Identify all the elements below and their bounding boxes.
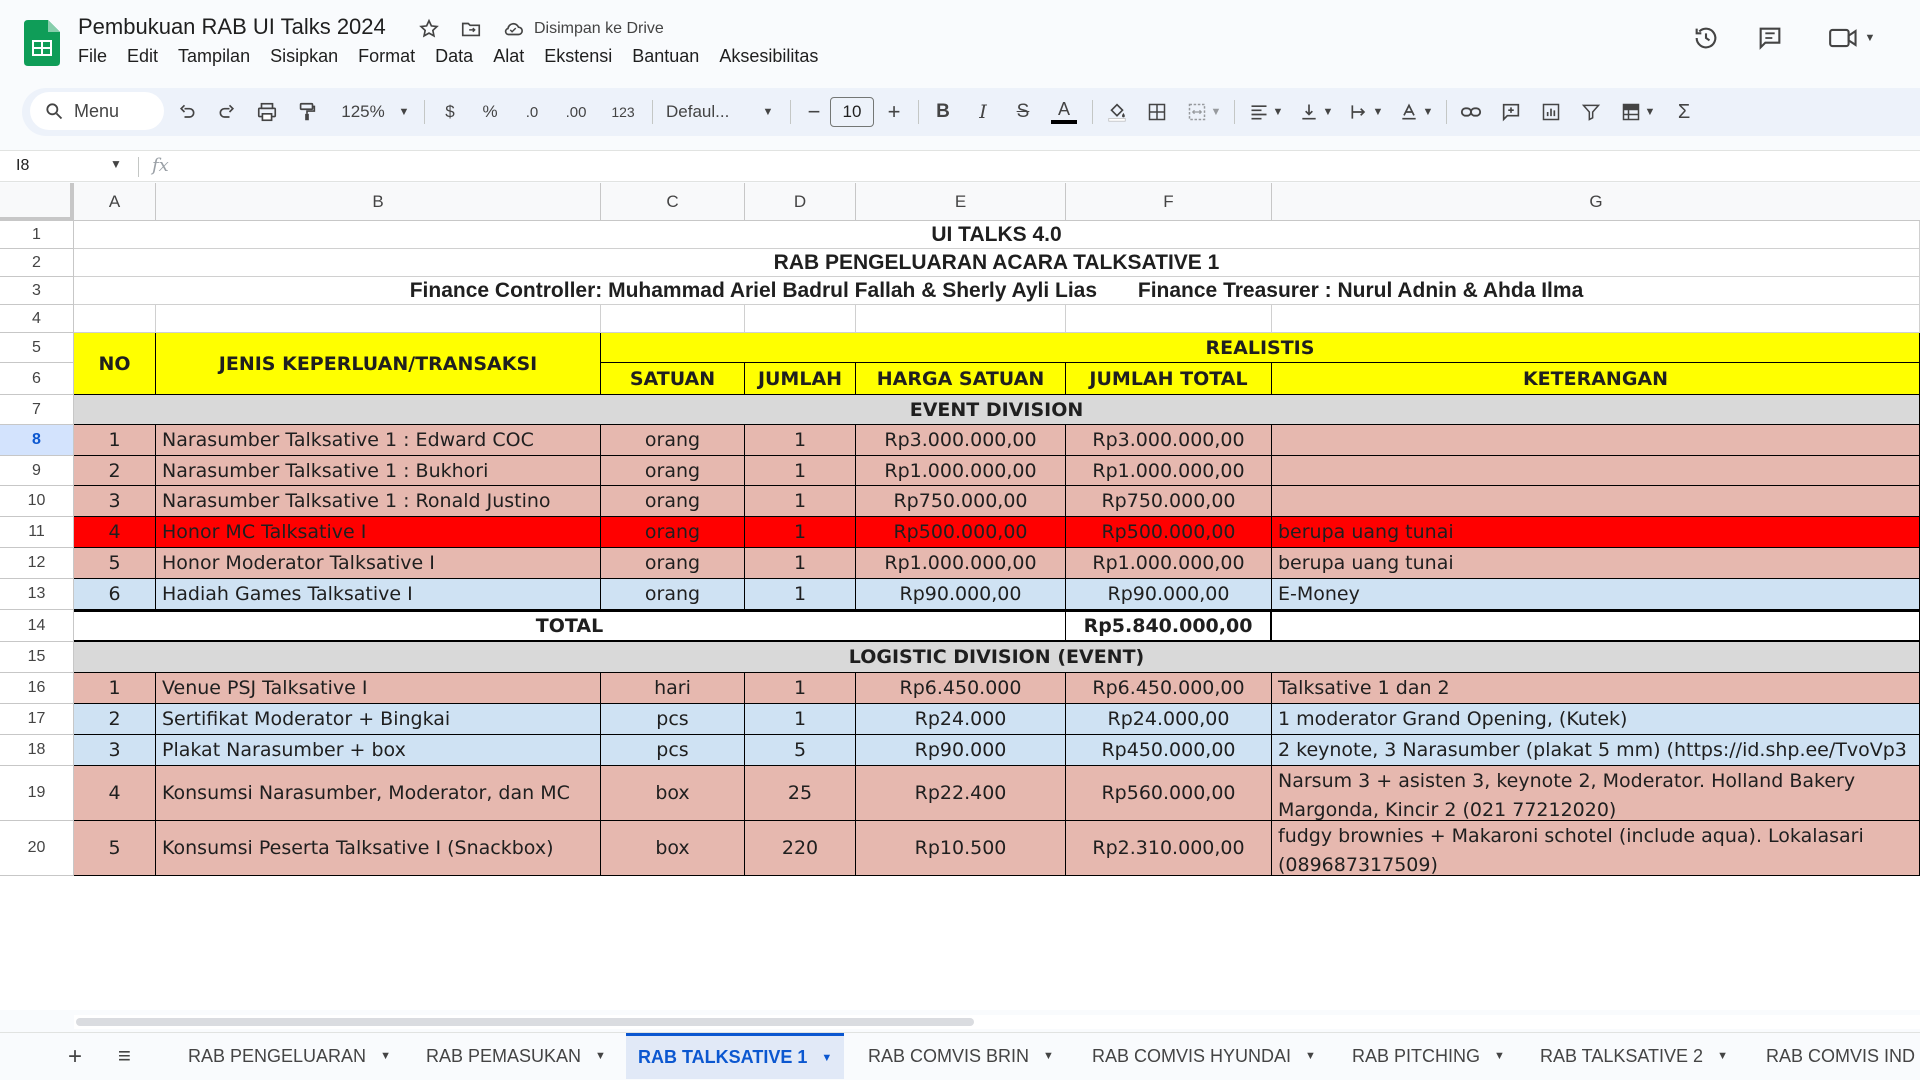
- text-color-swatch: [1051, 120, 1077, 124]
- formula-input[interactable]: [190, 155, 1890, 179]
- menu-data[interactable]: Data: [435, 46, 474, 66]
- row-header[interactable]: 12: [0, 548, 74, 579]
- currency-button[interactable]: $: [445, 102, 455, 121]
- zoom-select[interactable]: [336, 94, 390, 130]
- align-left-icon[interactable]: ▼: [1244, 94, 1288, 130]
- filter-icon[interactable]: [1576, 94, 1606, 130]
- sheet-tab[interactable]: [1528, 1033, 1740, 1079]
- video-camera-icon[interactable]: ▼: [1824, 22, 1880, 54]
- font-size-input[interactable]: 10: [830, 97, 874, 127]
- row-header[interactable]: 10: [0, 486, 74, 517]
- cell-harga-satuan[interactable]: Rp1.000.000,00: [856, 456, 1066, 486]
- cell-satuan[interactable]: box: [601, 766, 745, 821]
- sheet-tab-label: RAB COMVIS IND: [1766, 1045, 1916, 1066]
- number-format-button[interactable]: 123: [611, 104, 635, 120]
- row-header[interactable]: 15: [0, 642, 74, 673]
- cell-no[interactable]: 6: [74, 579, 156, 610]
- cell-harga-satuan[interactable]: Rp24.000: [856, 704, 1066, 735]
- empty-cell[interactable]: [856, 305, 1066, 333]
- text-color-label: A: [1057, 99, 1070, 119]
- chevron-down-icon[interactable]: ▼: [1717, 1050, 1728, 1062]
- row-header[interactable]: 13: [0, 579, 74, 610]
- menu-search[interactable]: [30, 92, 164, 130]
- comment-icon[interactable]: [1754, 22, 1786, 54]
- header-jenis[interactable]: JENIS KEPERLUAN/TRANSAKSI: [156, 333, 601, 395]
- cell-no[interactable]: 1: [74, 425, 156, 456]
- cell-keterangan[interactable]: Talksative 1 dan 2: [1272, 673, 1920, 704]
- row-header[interactable]: 5: [0, 333, 74, 363]
- header-satuan[interactable]: SATUAN: [601, 363, 745, 395]
- header-realistis[interactable]: REALISTIS: [601, 333, 1920, 363]
- section-event-division[interactable]: EVENT DIVISION: [74, 395, 1920, 425]
- redo-icon[interactable]: [212, 94, 242, 130]
- cell-keterangan[interactable]: 2 keynote, 3 Narasumber (plakat 5 mm) (https://id.shp.ee/TvoVp3: [1272, 735, 1920, 766]
- header-no[interactable]: NO: [74, 333, 156, 395]
- cell-jenis[interactable]: Plakat Narasumber + box: [156, 735, 601, 766]
- cell-keterangan[interactable]: berupa uang tunai: [1272, 548, 1920, 579]
- cell-keterangan[interactable]: berupa uang tunai: [1272, 517, 1920, 548]
- cell-keterangan[interactable]: Narsum 3 + asisten 3, keynote 2, Moderator. Holland Bakery Margonda, Kincir 2 (021 77212020): [1272, 766, 1920, 821]
- chevron-down-icon[interactable]: ▼: [380, 1050, 391, 1062]
- formula-bar: [0, 150, 1920, 182]
- cell-no[interactable]: 5: [74, 548, 156, 579]
- cell-jumlah-total[interactable]: Rp1.000.000,00: [1066, 548, 1272, 579]
- folder-move-icon[interactable]: [458, 16, 484, 42]
- cell-harga-satuan[interactable]: Rp750.000,00: [856, 486, 1066, 517]
- paint-format-icon[interactable]: [292, 94, 322, 130]
- cell-no[interactable]: 3: [74, 735, 156, 766]
- cell-no[interactable]: 1: [74, 673, 156, 704]
- cell-keterangan[interactable]: fudgy brownies + Makaroni schotel (include aqua). Lokalasari (089687317509): [1272, 821, 1920, 876]
- menu-bar: [78, 46, 818, 67]
- column-header-d[interactable]: D: [745, 183, 856, 221]
- undo-icon[interactable]: [172, 94, 202, 130]
- menu-search-label: Menu: [74, 100, 120, 121]
- empty-cell[interactable]: [74, 305, 156, 333]
- row-header[interactable]: 18: [0, 735, 74, 766]
- sheet-tab[interactable]: [856, 1033, 1066, 1079]
- cell-jumlah-total[interactable]: Rp750.000,00: [1066, 486, 1272, 517]
- cell-satuan[interactable]: orang: [601, 579, 745, 610]
- percent-button[interactable]: %: [482, 102, 498, 121]
- merge-cells-icon[interactable]: ▼: [1182, 94, 1226, 130]
- text-color-button[interactable]: [1048, 94, 1080, 130]
- cell-jumlah[interactable]: 1: [745, 548, 856, 579]
- cell-jumlah[interactable]: 25: [745, 766, 856, 821]
- sheet-tab-label: RAB COMVIS BRIN: [868, 1045, 1030, 1066]
- cell-keterangan[interactable]: 1 moderator Grand Opening, (Kutek): [1272, 704, 1920, 735]
- all-sheets-menu-icon[interactable]: ≡: [118, 1043, 131, 1068]
- cell-harga-satuan[interactable]: Rp10.500: [856, 821, 1066, 876]
- cell-jenis[interactable]: Narasumber Talksative 1 : Ronald Justino: [156, 486, 601, 517]
- sheet-tab[interactable]: [626, 1033, 844, 1079]
- cell-jumlah-total[interactable]: Rp500.000,00: [1066, 517, 1272, 548]
- header-keterangan[interactable]: KETERANGAN: [1272, 363, 1920, 395]
- sheet-title[interactable]: UI TALKS 4.0: [74, 221, 1920, 249]
- row-header[interactable]: 19: [0, 766, 74, 821]
- cell-no[interactable]: 3: [74, 486, 156, 517]
- column-header-g[interactable]: G: [1589, 192, 1603, 211]
- cell-jumlah[interactable]: 1: [745, 673, 856, 704]
- cell-jenis[interactable]: Honor MC Talksative I: [156, 517, 601, 548]
- row-header[interactable]: 20: [0, 821, 74, 876]
- sheet-tab-label: RAB COMVIS HYUNDAI: [1092, 1045, 1292, 1066]
- cell-harga-satuan[interactable]: Rp90.000: [856, 735, 1066, 766]
- name-box[interactable]: I8: [16, 157, 30, 174]
- document-title[interactable]: Pembukuan RAB UI Talks 2024: [78, 14, 386, 39]
- menu-format[interactable]: Format: [358, 46, 416, 66]
- row-header[interactable]: 14: [0, 610, 74, 642]
- cell-no[interactable]: 4: [74, 766, 156, 821]
- print-icon[interactable]: [252, 94, 282, 130]
- cell-jumlah-total[interactable]: Rp3.000.000,00: [1066, 425, 1272, 456]
- search-icon: [44, 101, 64, 121]
- cell-keterangan[interactable]: [1272, 456, 1920, 486]
- row-header[interactable]: 8: [0, 425, 74, 456]
- row-header[interactable]: 11: [0, 517, 74, 548]
- chevron-down-icon[interactable]: ▼: [110, 157, 122, 171]
- row-header[interactable]: 3: [0, 277, 74, 305]
- menu-accessibility[interactable]: Aksesibilitas: [719, 46, 819, 66]
- cell-jenis[interactable]: Konsumsi Peserta Talksative I (Snackbox): [156, 821, 601, 876]
- column-header-a[interactable]: A: [74, 183, 156, 221]
- cell-jumlah-total[interactable]: Rp450.000,00: [1066, 735, 1272, 766]
- chevron-down-icon[interactable]: ▼: [1043, 1050, 1054, 1062]
- sheet-tab[interactable]: [1340, 1033, 1517, 1079]
- cell-jenis[interactable]: Honor Moderator Talksative I: [156, 548, 601, 579]
- cell-jenis[interactable]: Konsumsi Narasumber, Moderator, dan MC: [156, 766, 601, 821]
- row-header[interactable]: 1: [0, 221, 74, 249]
- cell-no[interactable]: 4: [74, 517, 156, 548]
- header-jumlah[interactable]: JUMLAH: [745, 363, 856, 395]
- row-header[interactable]: 4: [0, 305, 74, 333]
- sheet-tab[interactable]: [414, 1033, 618, 1079]
- sheet-tab-bar: [0, 1032, 1920, 1080]
- cloud-icon[interactable]: [500, 16, 526, 42]
- column-header-c[interactable]: C: [601, 183, 745, 221]
- text-wrap-icon[interactable]: ▼: [1344, 94, 1388, 130]
- cell-jumlah-total[interactable]: Rp90.000,00: [1066, 579, 1272, 610]
- vertical-align-icon[interactable]: ▼: [1294, 94, 1338, 130]
- sheet-tab-label: RAB PENGELUARAN: [188, 1045, 367, 1066]
- column-headers: [0, 183, 1920, 221]
- cell-jumlah[interactable]: 1: [745, 517, 856, 548]
- cell-jumlah[interactable]: 1: [745, 486, 856, 517]
- chevron-down-icon[interactable]: ▼: [398, 106, 410, 118]
- select-all-corner[interactable]: [0, 183, 74, 221]
- chevron-down-icon[interactable]: ▼: [595, 1050, 606, 1062]
- insert-comment-icon[interactable]: [1496, 94, 1526, 130]
- cell-keterangan[interactable]: [1272, 486, 1920, 517]
- star-icon[interactable]: [416, 16, 442, 42]
- empty-cell[interactable]: [745, 305, 856, 333]
- cell-harga-satuan[interactable]: Rp3.000.000,00: [856, 425, 1066, 456]
- spreadsheet-grid: [0, 183, 1920, 1010]
- functions-button[interactable]: Σ: [1677, 100, 1691, 123]
- cell-satuan[interactable]: orang: [601, 548, 745, 579]
- empty-cell[interactable]: [156, 305, 601, 333]
- strikethrough-button[interactable]: S: [1016, 101, 1030, 122]
- cell-satuan[interactable]: hari: [601, 673, 745, 704]
- menu-tools[interactable]: Alat: [493, 46, 525, 66]
- total-label[interactable]: TOTAL: [74, 610, 1066, 642]
- row-header[interactable]: 7: [0, 395, 74, 425]
- column-header-e[interactable]: E: [856, 183, 1066, 221]
- cell-satuan[interactable]: orang: [601, 486, 745, 517]
- cell-jumlah[interactable]: 1: [745, 456, 856, 486]
- empty-cell[interactable]: [601, 305, 745, 333]
- cell-harga-satuan[interactable]: Rp1.000.000,00: [856, 548, 1066, 579]
- cell-satuan[interactable]: orang: [601, 517, 745, 548]
- fx-icon: fx: [152, 155, 169, 176]
- row-header[interactable]: 6: [0, 363, 74, 395]
- column-header-f[interactable]: F: [1066, 183, 1272, 221]
- cell-harga-satuan[interactable]: Rp90.000,00: [856, 579, 1066, 610]
- cell-jumlah-total[interactable]: Rp1.000.000,00: [1066, 456, 1272, 486]
- cell-harga-satuan[interactable]: Rp500.000,00: [856, 517, 1066, 548]
- zoom-value: 125%: [341, 102, 385, 121]
- header-harga-satuan[interactable]: HARGA SATUAN: [856, 363, 1066, 395]
- cell-jumlah-total[interactable]: Rp560.000,00: [1066, 766, 1272, 821]
- sheet-tab[interactable]: [1080, 1033, 1328, 1079]
- increase-font-size-icon[interactable]: +: [887, 99, 901, 124]
- bold-button[interactable]: B: [936, 101, 950, 122]
- cell-no[interactable]: 2: [74, 704, 156, 735]
- sheet-tab-label: RAB TALKSATIVE 2: [1540, 1045, 1704, 1066]
- empty-cell[interactable]: [1272, 610, 1920, 642]
- chevron-down-icon[interactable]: ▼: [1305, 1050, 1316, 1062]
- cell-jumlah[interactable]: 220: [745, 821, 856, 876]
- cell-keterangan[interactable]: E-Money: [1272, 579, 1920, 610]
- cell-jenis[interactable]: Venue PSJ Talksative I: [156, 673, 601, 704]
- cell-harga-satuan[interactable]: Rp22.400: [856, 766, 1066, 821]
- total-value[interactable]: Rp5.840.000,00: [1066, 610, 1272, 642]
- cell-jumlah[interactable]: 5: [745, 735, 856, 766]
- text-rotation-icon[interactable]: ▼: [1394, 94, 1438, 130]
- header-jumlah-total[interactable]: JUMLAH TOTAL: [1066, 363, 1272, 395]
- cell-satuan[interactable]: orang: [601, 456, 745, 486]
- row-header[interactable]: 9: [0, 456, 74, 486]
- insert-link-icon[interactable]: [1456, 94, 1486, 130]
- chevron-down-icon[interactable]: ▼: [821, 1051, 833, 1064]
- font-select[interactable]: [666, 94, 762, 130]
- empty-cell[interactable]: [1272, 305, 1920, 333]
- increase-decimal-button[interactable]: .00: [565, 103, 587, 121]
- row-header[interactable]: 17: [0, 704, 74, 735]
- menu-extensions[interactable]: Ekstensi: [544, 46, 613, 66]
- cell-jenis[interactable]: Narasumber Talksative 1 : Edward COC: [156, 425, 601, 456]
- cell-jumlah-total[interactable]: Rp24.000,00: [1066, 704, 1272, 735]
- cell-jumlah-total[interactable]: Rp2.310.000,00: [1066, 821, 1272, 876]
- fill-color-icon[interactable]: [1102, 94, 1132, 130]
- sheets-logo-icon[interactable]: [24, 20, 60, 66]
- top-bar: [0, 0, 1920, 84]
- cell-jumlah[interactable]: 1: [745, 704, 856, 735]
- italic-button[interactable]: I: [979, 101, 987, 123]
- decrease-font-size-icon[interactable]: −: [807, 99, 821, 124]
- menu-insert[interactable]: Sisipkan: [270, 46, 339, 66]
- add-sheet-icon[interactable]: +: [68, 1043, 83, 1070]
- empty-cell[interactable]: [1066, 305, 1272, 333]
- borders-icon[interactable]: [1142, 94, 1172, 130]
- cell-harga-satuan[interactable]: Rp6.450.000: [856, 673, 1066, 704]
- row-header[interactable]: 16: [0, 673, 74, 704]
- chevron-down-icon[interactable]: ▼: [1494, 1050, 1505, 1062]
- sheet-tab-label: RAB PITCHING: [1352, 1045, 1481, 1066]
- cell-jumlah[interactable]: 1: [745, 579, 856, 610]
- cell-jenis[interactable]: Sertifikat Moderator + Bingkai: [156, 704, 601, 735]
- cell-no[interactable]: 5: [74, 821, 156, 876]
- cell-satuan[interactable]: orang: [601, 425, 745, 456]
- sheet-tab[interactable]: [176, 1033, 403, 1079]
- decrease-decimal-button[interactable]: .0: [525, 103, 539, 121]
- cell-satuan[interactable]: pcs: [601, 704, 745, 735]
- column-header-b[interactable]: B: [156, 183, 601, 221]
- toolbar: [22, 88, 1920, 136]
- sheet-tab-label: RAB PEMASUKAN: [426, 1045, 582, 1066]
- cell-no[interactable]: 2: [74, 456, 156, 486]
- menu-view[interactable]: Tampilan: [178, 46, 251, 66]
- cell-jumlah-total[interactable]: Rp6.450.000,00: [1066, 673, 1272, 704]
- cell-jenis[interactable]: Narasumber Talksative 1 : Bukhori: [156, 456, 601, 486]
- table-icon[interactable]: ▼: [1616, 94, 1660, 130]
- cell-satuan[interactable]: pcs: [601, 735, 745, 766]
- font-value: Defaul...: [666, 102, 730, 121]
- horizontal-scrollbar-thumb[interactable]: [76, 1018, 974, 1026]
- history-icon[interactable]: [1690, 22, 1722, 54]
- cell-satuan[interactable]: box: [601, 821, 745, 876]
- sheet-tab[interactable]: [1754, 1033, 1920, 1079]
- sheet-tab-label: RAB TALKSATIVE 1: [638, 1047, 808, 1067]
- sheet-subtitle[interactable]: RAB PENGELUARAN ACARA TALKSATIVE 1: [74, 249, 1920, 277]
- insert-chart-icon[interactable]: [1536, 94, 1566, 130]
- cell-jumlah[interactable]: 1: [745, 425, 856, 456]
- menu-help[interactable]: Bantuan: [632, 46, 700, 66]
- menu-edit[interactable]: Edit: [127, 46, 159, 66]
- row-header[interactable]: 2: [0, 249, 74, 277]
- cell-keterangan[interactable]: [1272, 425, 1920, 456]
- drive-status: Disimpan ke Drive: [534, 20, 664, 37]
- chevron-down-icon[interactable]: ▼: [762, 106, 774, 118]
- finance-controllers[interactable]: Finance Controller: Muhammad Ariel Badrul Fallah & Sherly Ayli Lias Finance Treasurer : Nurul Adnin & Ahda Ilma: [74, 277, 1920, 305]
- section-logistic-division[interactable]: LOGISTIC DIVISION (EVENT): [74, 642, 1920, 673]
- menu-file[interactable]: File: [78, 46, 108, 66]
- cell-jenis[interactable]: Hadiah Games Talksative I: [156, 579, 601, 610]
